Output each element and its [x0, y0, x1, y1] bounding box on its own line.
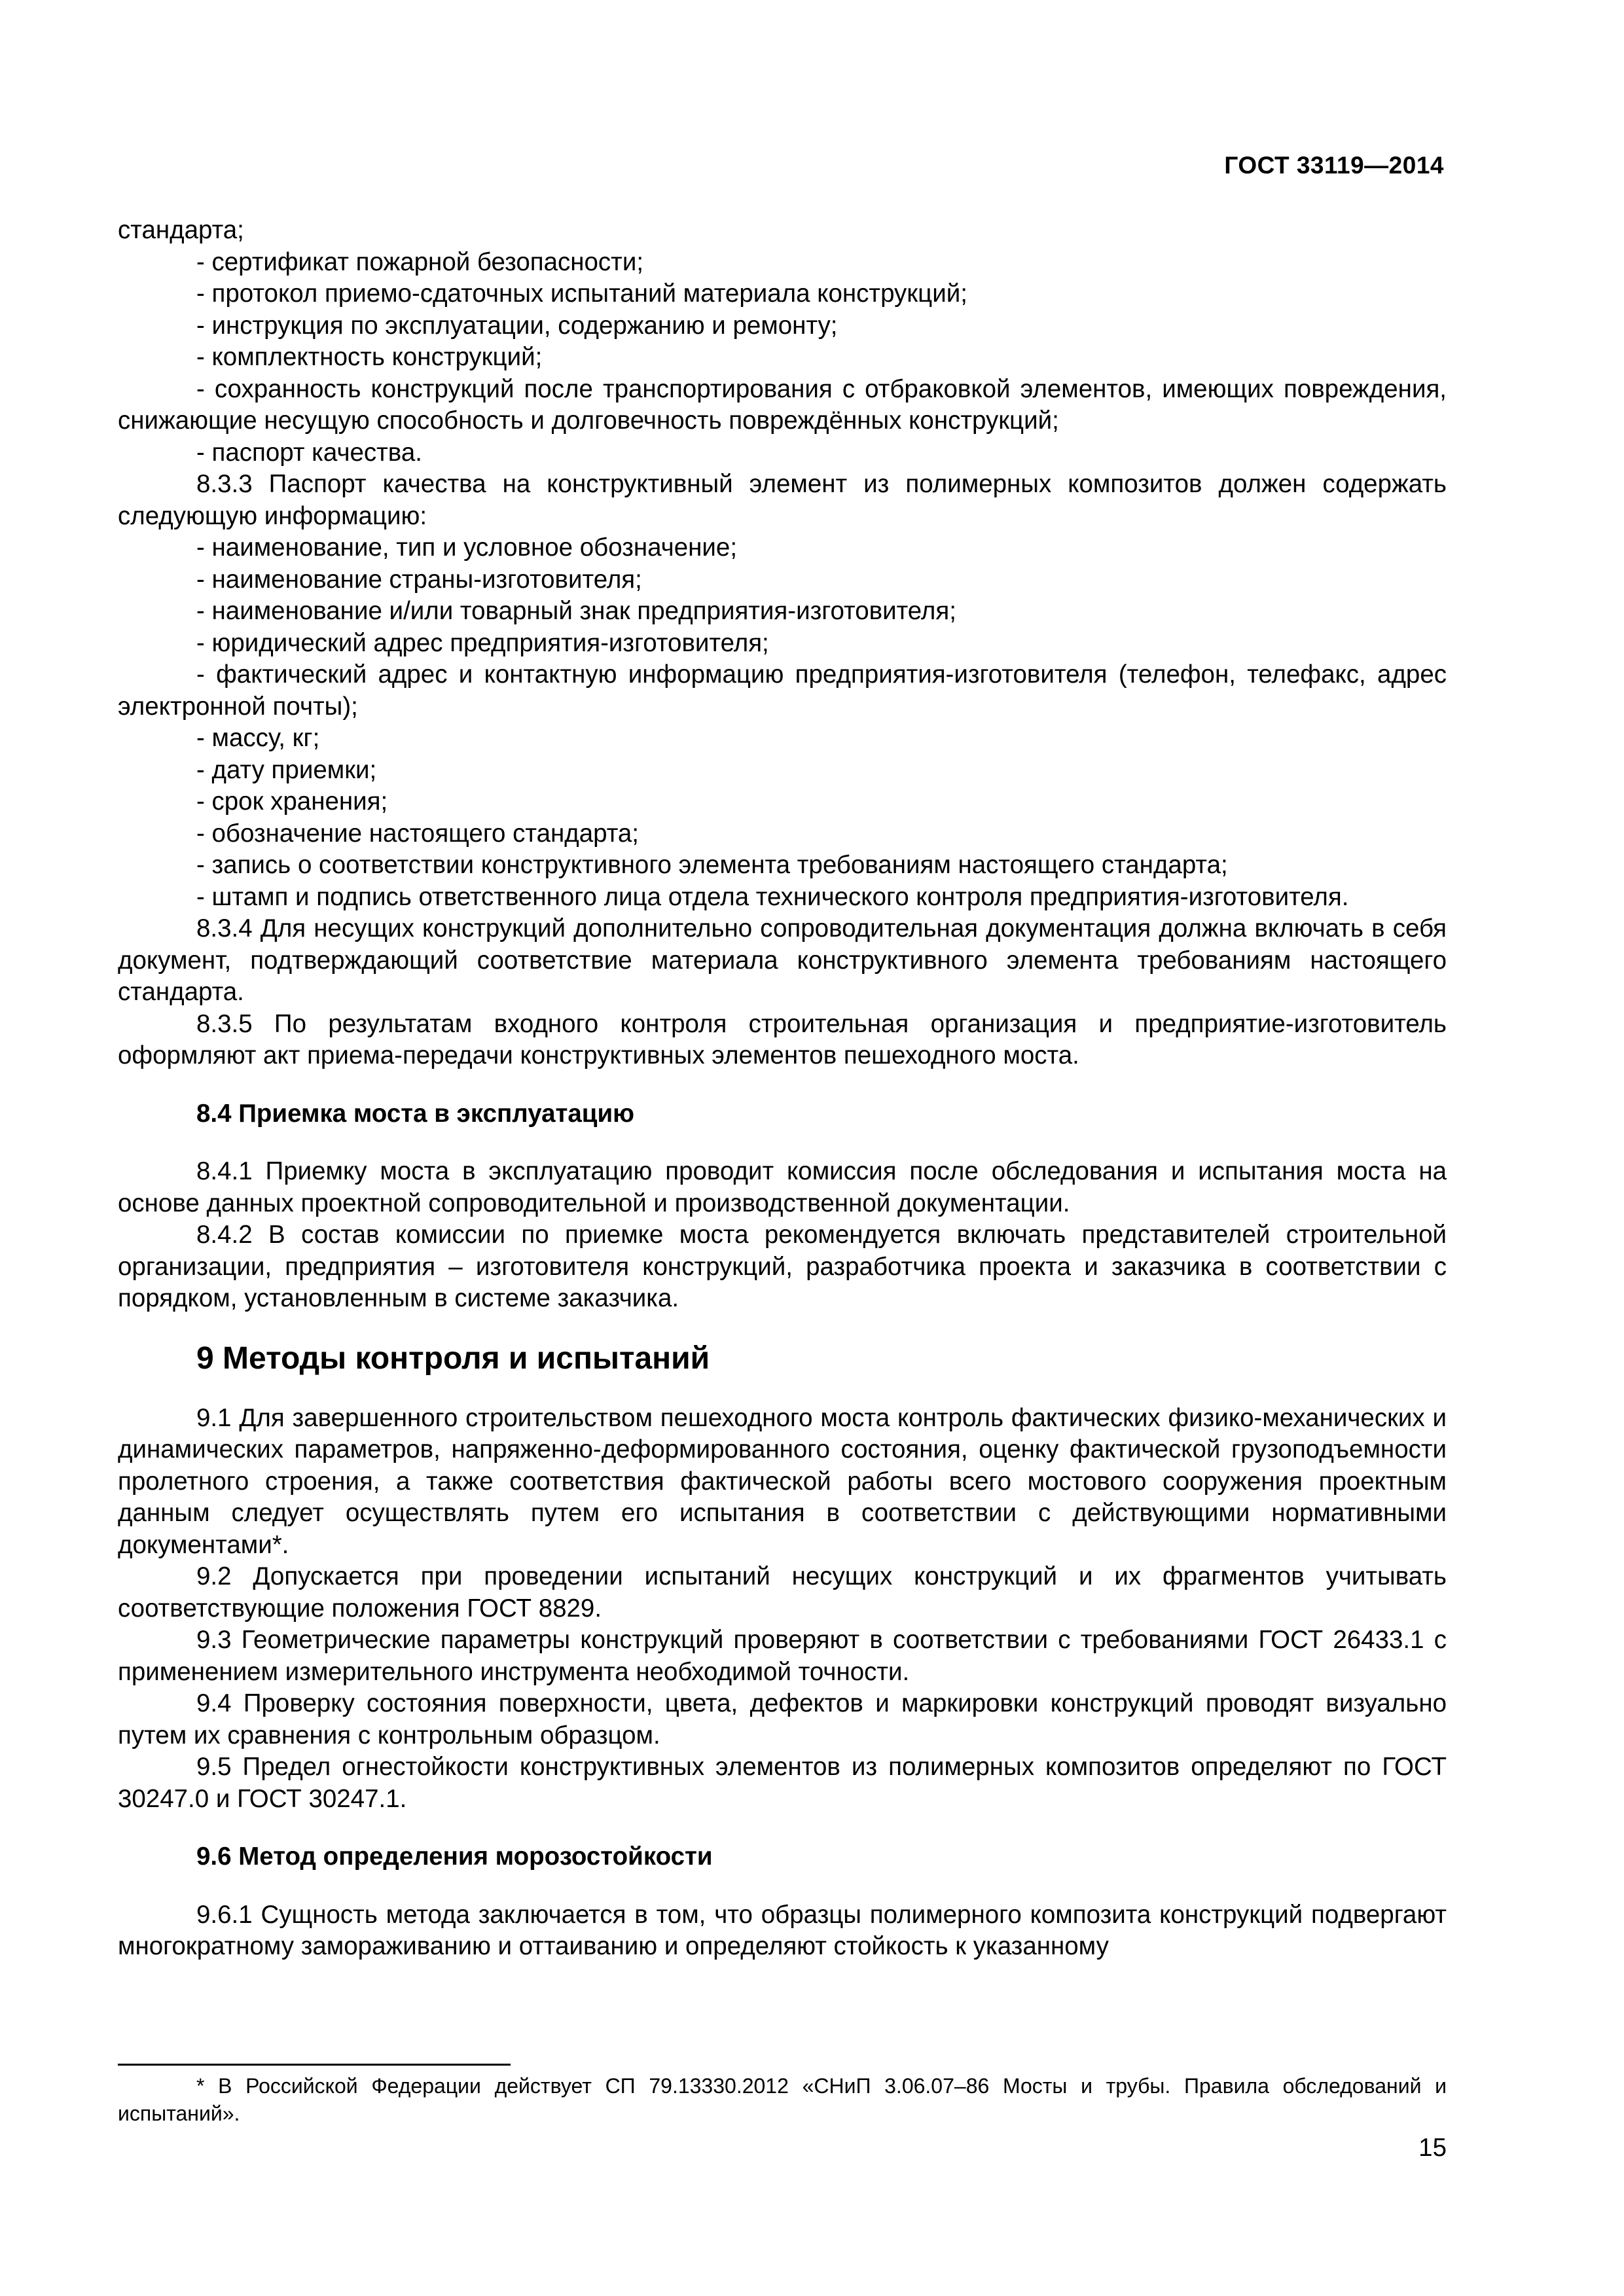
paragraph: - массу, кг;: [196, 724, 320, 752]
paragraph: - наименование, тип и условное обозначение;: [196, 533, 738, 562]
paragraph: 9.3 Геометрические параметры конструкций проверяют в соответствии с требованиями ГОСТ 26433.1 с применением измерительного инструмента необходимой точности.: [118, 1626, 1447, 1686]
subsection-heading: 8.4 Приемка моста в эксплуатацию: [196, 1099, 634, 1128]
paragraph: 9.2 Допускается при проведении испытаний несущих конструкций и их фрагментов учитывать соответствующие положения ГОСТ 8829.: [118, 1562, 1447, 1623]
document-header: ГОСТ 33119—2014: [1224, 152, 1444, 179]
paragraph: стандарта;: [118, 216, 244, 244]
footnote-separator: [118, 2064, 511, 2066]
paragraph: 9.5 Предел огнестойкости конструктивных элементов из полимерных композитов определяют по ГОСТ 30247.0 и ГОСТ 30247.1.: [118, 1753, 1447, 1813]
paragraph: - наименование и/или товарный знак предприятия-изготовителя;: [196, 597, 956, 625]
paragraph: - инструкция по эксплуатации, содержанию и ремонту;: [196, 311, 838, 340]
paragraph: - запись о соответствии конструктивного элемента требованиям настоящего стандарта;: [196, 851, 1228, 879]
paragraph: - срок хранения;: [196, 787, 388, 816]
paragraph: 9.4 Проверку состояния поверхности, цвета, дефектов и маркировки конструкций проводят визуально путем их сравнения с контрольным образцом.: [118, 1689, 1447, 1749]
paragraph: - дату приемки;: [196, 755, 377, 784]
paragraph: 8.3.3 Паспорт качества на конструктивный элемент из полимерных композитов должен содержать следующую информацию:: [118, 470, 1447, 530]
section-heading: 9 Методы контроля и испытаний: [196, 1340, 710, 1376]
paragraph: - сохранность конструкций после транспортирования с отбраковкой элементов, имеющих повреждения, снижающие несущую способность и долговечность повреждённых конструкций;: [118, 374, 1447, 435]
paragraph: - фактический адрес и контактную информацию предприятия-изготовителя (телефон, телефакс, адрес электронной почты);: [118, 660, 1447, 721]
paragraph: - обозначение настоящего стандарта;: [196, 819, 640, 848]
paragraph: - наименование страны-изготовителя;: [196, 565, 642, 594]
paragraph: - сертификат пожарной безопасности;: [196, 247, 644, 276]
paragraph: 8.3.5 По результатам входного контроля строительная организация и предприятие-изготовитель оформляют акт приема-передачи конструктивных элементов пешеходного моста.: [118, 1009, 1447, 1069]
document-body: [118, 215, 1447, 1963]
paragraph: - юридический адрес предприятия-изготовителя;: [196, 628, 769, 657]
paragraph: 8.3.4 Для несущих конструкций дополнительно сопроводительная документация должна включать в себя документ, подтверждающий соответствие материала конструктивного элемента требованиям настоящего стандарта.: [118, 914, 1447, 1006]
paragraph: 8.4.1 Приемку моста в эксплуатацию проводит комиссия после обследования и испытания моста на основе данных проектной сопроводительной и производственной документации.: [118, 1157, 1447, 1217]
paragraph: - протокол приемо-сдаточных испытаний материала конструкций;: [196, 279, 967, 308]
paragraph: - штамп и подпись ответственного лица отдела технического контроля предприятия-изготовителя.: [196, 882, 1349, 911]
paragraph: 8.4.2 В состав комиссии по приемке моста рекомендуется включать представителей строительной организации, предприятия – изготовителя конструкций, разработчика проекта и заказчика в соответствии с порядком, установленным в системе заказчика.: [118, 1221, 1447, 1312]
subsection-heading: 9.6 Метод определения морозостойкости: [196, 1842, 713, 1871]
paragraph: 9.1 Для завершенного строительством пешеходного моста контроль фактических физико-механических и динамических параметров, напряженно-деформированного состояния, оценку фактической грузоподъемности пролетного строения, а также соответствия фактической работы всего мостового сооружения проектным данным следует осуществлять путем его испытания в соответствии с действующими нормативными документами*.: [118, 1403, 1447, 1559]
paragraph: - комплектность конструкций;: [196, 343, 543, 371]
paragraph: 9.6.1 Сущность метода заключается в том, что образцы полимерного композита конструкций подвергают многократному замораживанию и оттаиванию и определяют стойкость к указанному: [118, 1900, 1447, 1960]
paragraph: - паспорт качества.: [196, 438, 422, 467]
footnote: * В Российской Федерации действует СП 79.13330.2012 «СНиП 3.06.07–86 Мосты и трубы. Правила обследований и испытаний».: [118, 2074, 1447, 2125]
page-number: 15: [1418, 2134, 1447, 2162]
